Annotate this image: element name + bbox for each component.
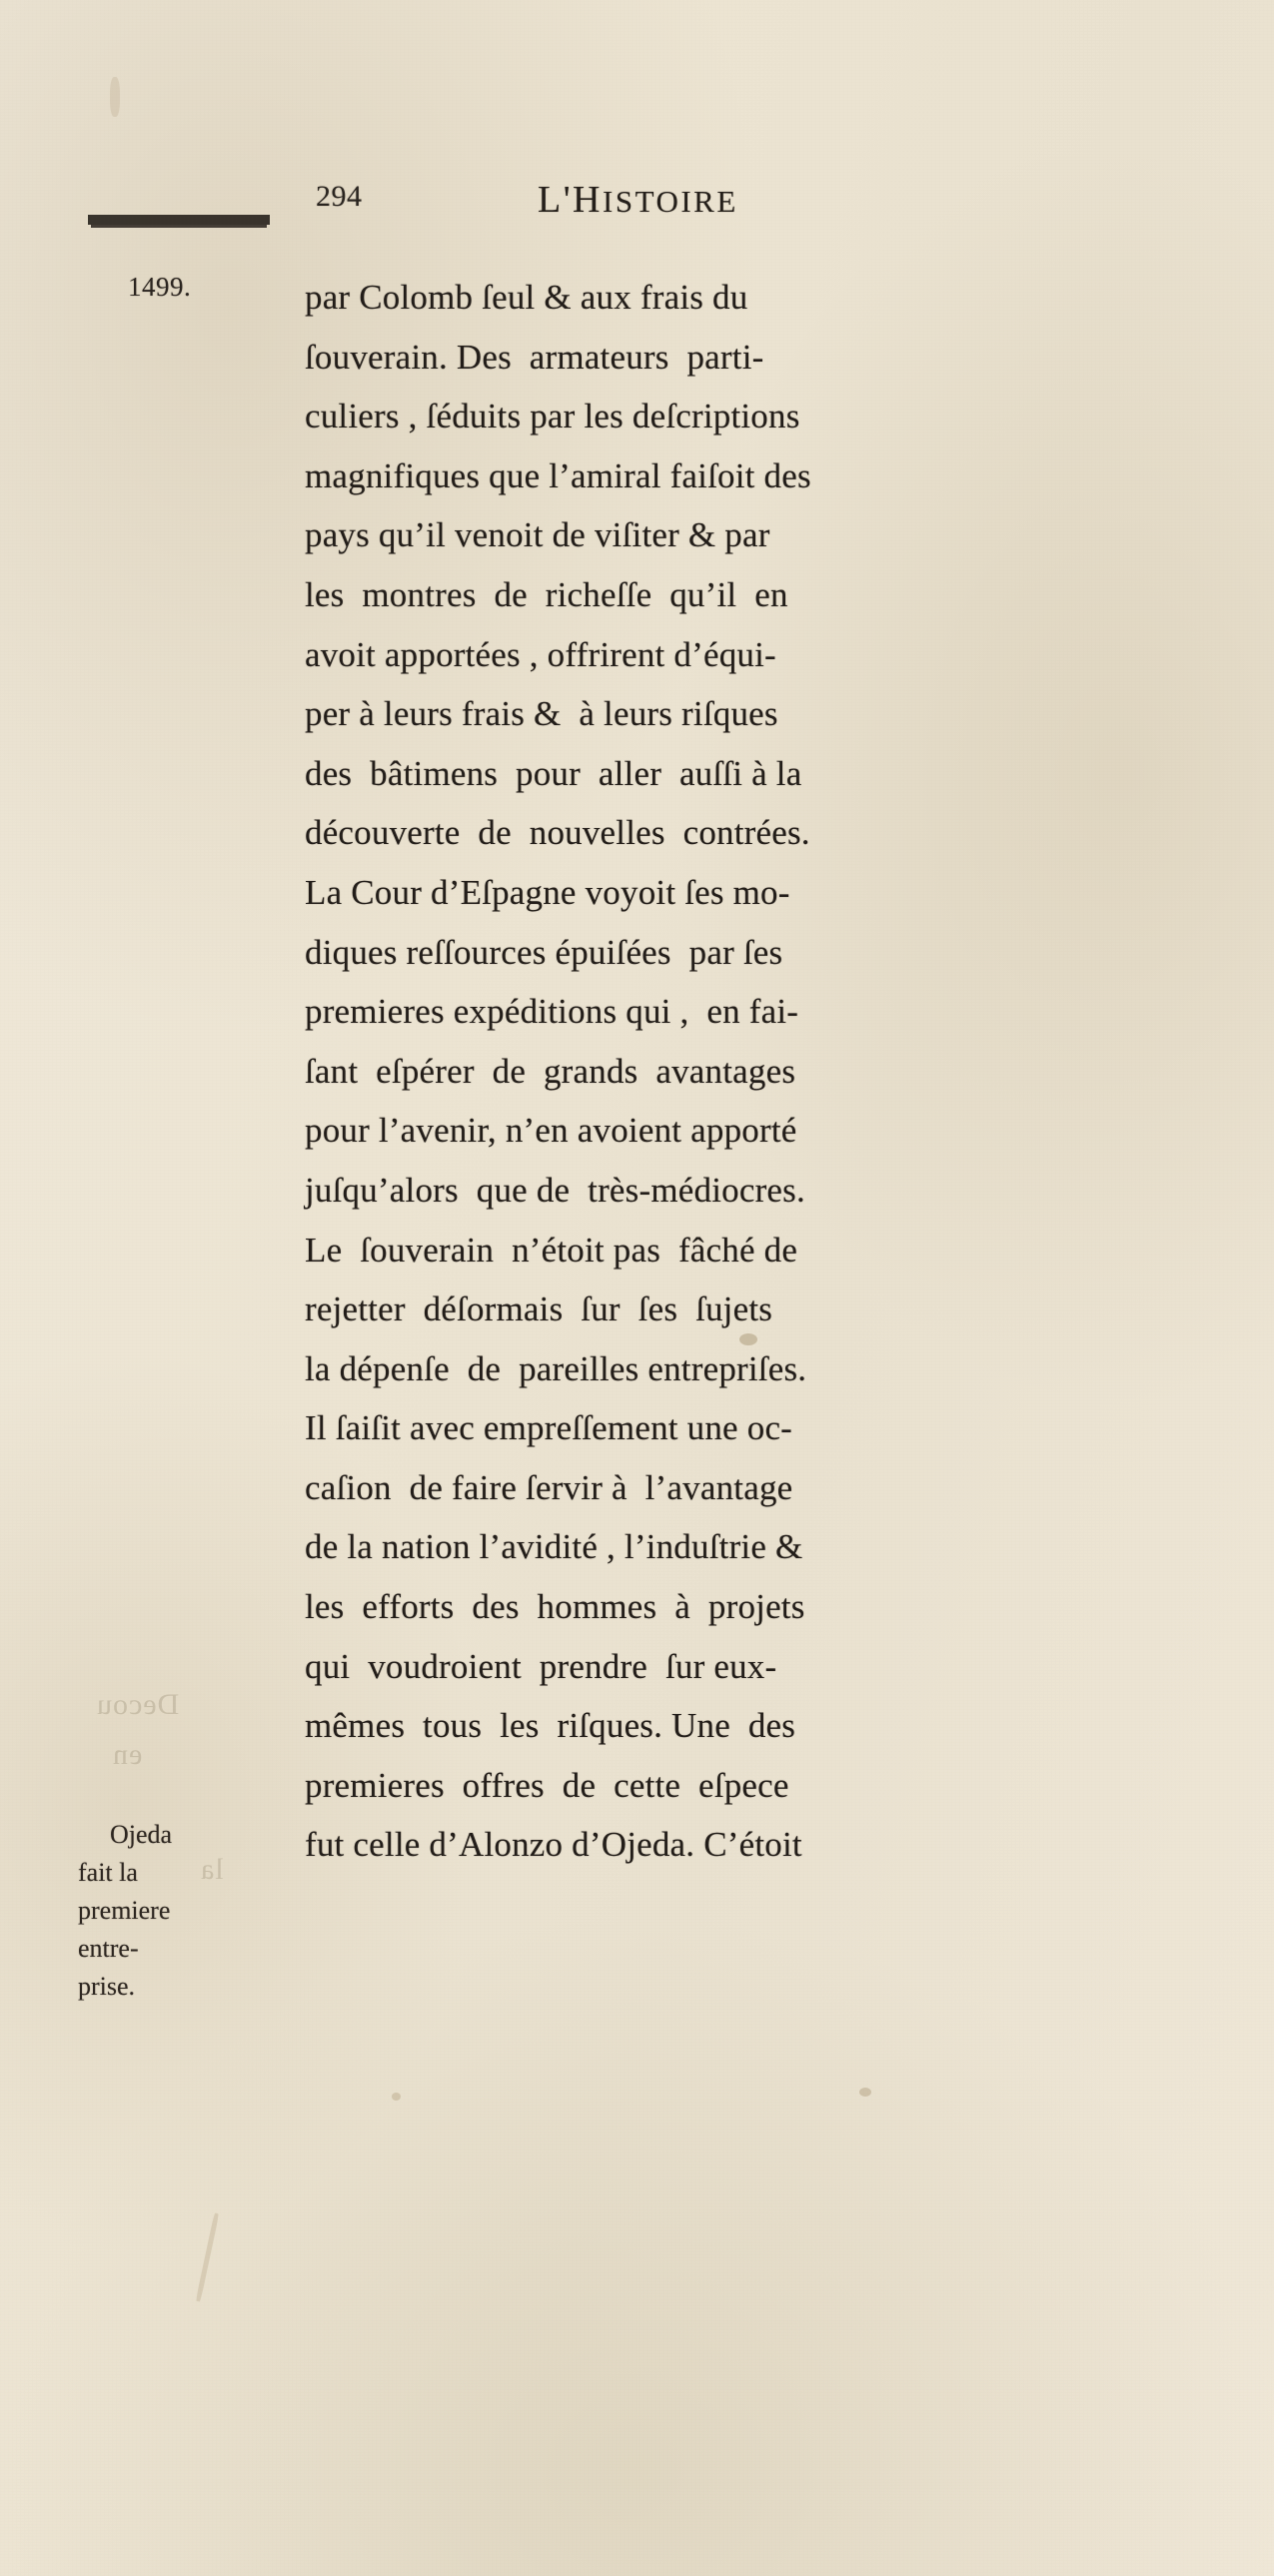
running-head-initial: L'H: [538, 179, 604, 221]
body-line: Le ſouverain n’étoit pas fâché de: [305, 1230, 798, 1270]
body-line: par Colomb ſeul & aux frais du: [305, 278, 748, 317]
running-head: [538, 178, 738, 222]
body-line: rejetter déſormais ſur ſes ſujets: [305, 1289, 773, 1329]
body-line: caſion de faire ſervir à l’avantage: [305, 1467, 793, 1507]
body-line: les montres de richeſſe qu’il en: [305, 574, 788, 614]
body-line: qui voudroient prendre ſur eux-: [305, 1646, 777, 1686]
body-line: des bâtimens pour aller auſſi à la: [305, 753, 802, 793]
running-head-rest: ISTOIRE: [603, 184, 738, 219]
body-line: découverte de nouvelles contrées.: [305, 813, 810, 853]
margin-note: [78, 1816, 293, 2006]
body-line: fut celle d’Alonzo d’Ojeda. C’étoit: [305, 1825, 802, 1865]
body-line: premieres expéditions qui , en fai-: [305, 992, 799, 1032]
page-number: 294: [316, 180, 363, 213]
show-through-text: en: [112, 1738, 143, 1771]
body-line: ſouverain. Des armateurs parti-: [305, 337, 764, 377]
show-through-text: Decou: [96, 1688, 180, 1721]
body-text-column: [305, 268, 1224, 1875]
body-line: juſqu’alors que de très-médiocres.: [305, 1170, 805, 1210]
show-through-text: la: [200, 1853, 224, 1886]
body-line: ſant eſpérer de grands avantages: [305, 1051, 796, 1091]
margin-note-line: premiere: [78, 1896, 171, 1925]
margin-note-line: Ojeda: [110, 1820, 173, 1849]
body-line: diques reſſources épuiſées par ſes: [305, 932, 783, 972]
body-line: pays qu’il venoit de viſiter & par: [305, 515, 770, 555]
page-header: [316, 178, 1015, 221]
body-line: premieres offres de cette eſpece: [305, 1765, 789, 1805]
margin-note-line: entre-: [78, 1934, 139, 1963]
body-line: Il ſaiſit avec empreſſement une oc-: [305, 1408, 793, 1448]
body-line: les efforts des hommes à projets: [305, 1587, 805, 1627]
margin-note-line: prise.: [78, 1972, 136, 2001]
body-line: avoit apportées , offrirent d’équi-: [305, 634, 776, 674]
body-line: magnifiques que l’amiral faiſoit des: [305, 455, 811, 495]
body-line: la dépenſe de pareilles entrepriſes.: [305, 1348, 807, 1388]
paper-stain: [110, 77, 120, 117]
paper-stain: [859, 2088, 871, 2097]
margin-rule: [88, 215, 270, 225]
body-line: La Cour d’Eſpagne voyoit ſes mo-: [305, 872, 790, 912]
body-line: de la nation l’avidité , l’induſtrie &: [305, 1527, 803, 1567]
margin-year: 1499.: [128, 272, 192, 302]
body-line: mêmes tous les riſques. Une des: [305, 1706, 796, 1746]
margin-note-line: fait la: [78, 1858, 138, 1887]
body-line: culiers , ſéduits par les deſcriptions: [305, 397, 800, 436]
body-line: per à leurs frais & à leurs riſques: [305, 694, 778, 734]
paper-crease: [196, 2212, 220, 2301]
body-line: pour l’avenir, n’en avoient apporté: [305, 1111, 797, 1151]
paper-stain: [392, 2093, 401, 2101]
